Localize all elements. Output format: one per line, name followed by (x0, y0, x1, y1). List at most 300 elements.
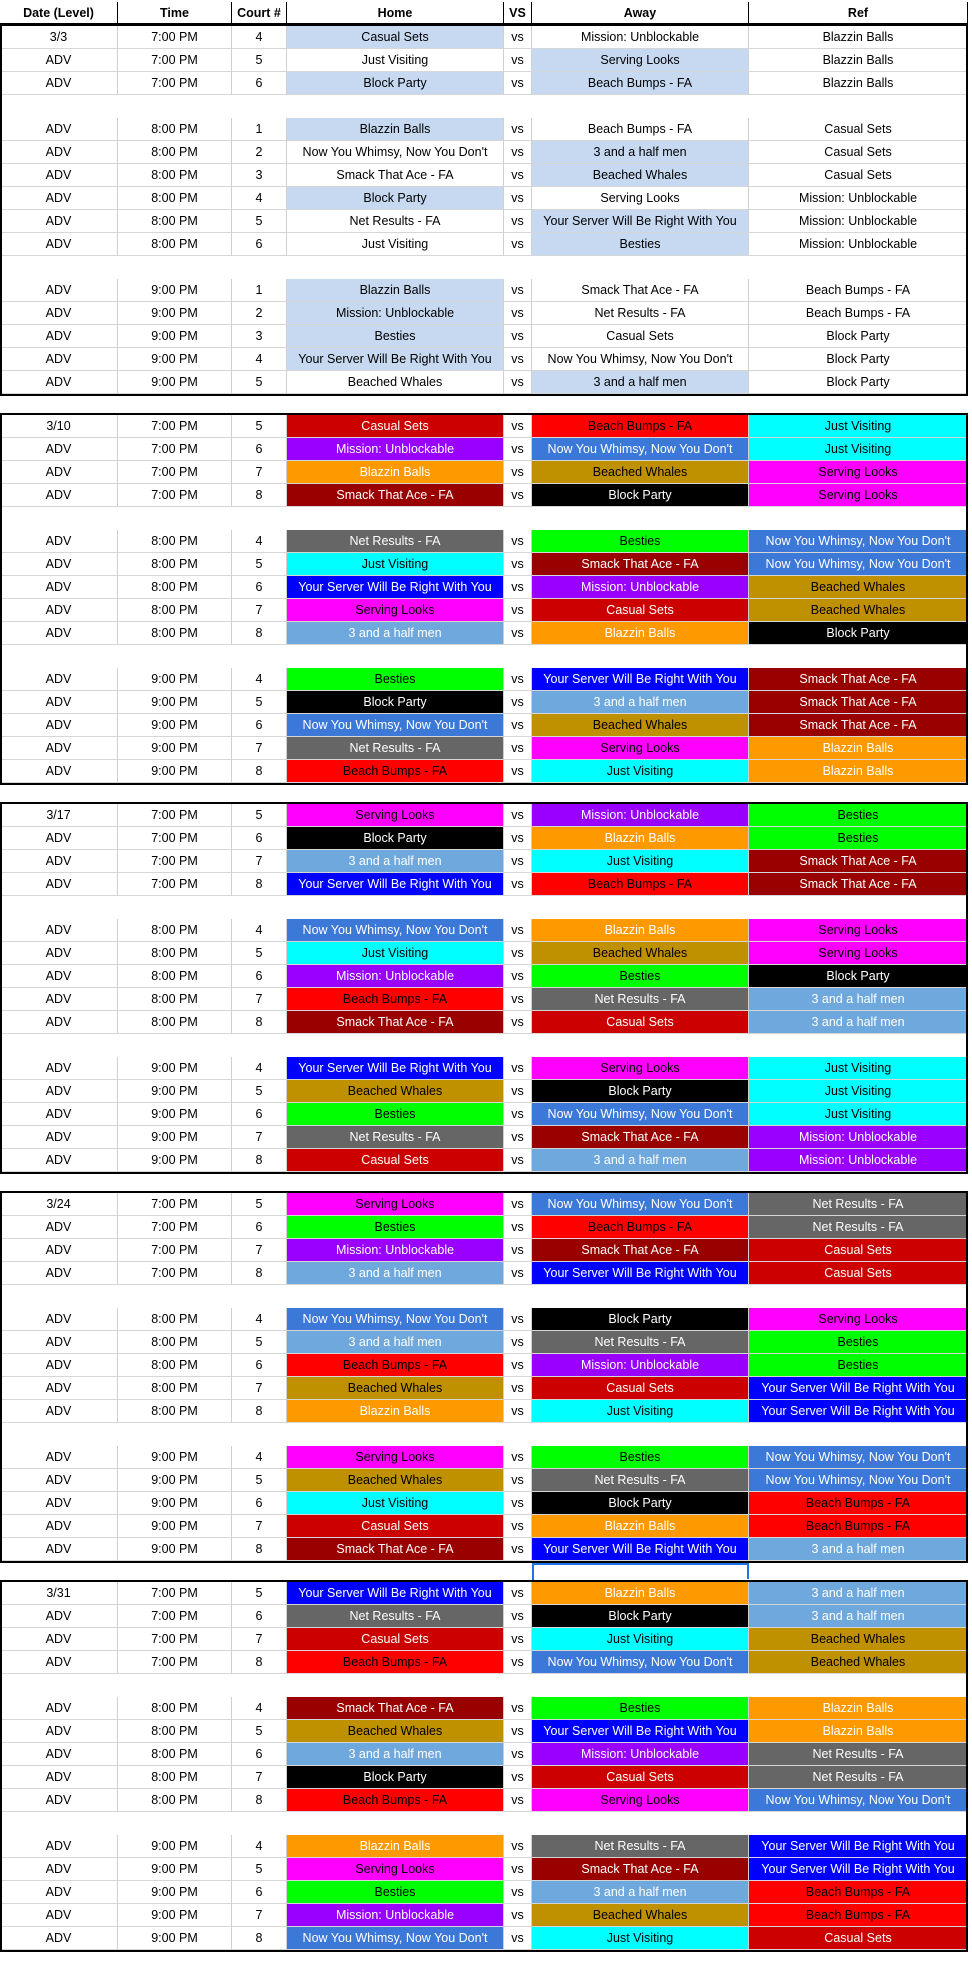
home-cell[interactable]: Beach Bumps - FA (287, 988, 504, 1011)
vs-cell[interactable]: vs (504, 1262, 532, 1285)
home-cell[interactable]: Beach Bumps - FA (287, 1651, 504, 1674)
home-cell[interactable]: Blazzin Balls (287, 118, 504, 141)
vs-cell[interactable]: vs (504, 1858, 532, 1881)
home-cell[interactable]: Besties (287, 1103, 504, 1126)
vs-cell[interactable]: vs (504, 1697, 532, 1720)
away-cell[interactable]: Serving Looks (532, 737, 749, 760)
ref-cell[interactable]: Casual Sets (749, 1262, 968, 1285)
ref-cell[interactable]: 3 and a half men (749, 1605, 968, 1628)
ref-cell[interactable]: Just Visiting (749, 1057, 968, 1080)
home-cell[interactable]: Now You Whimsy, Now You Don't (287, 141, 504, 164)
date-cell[interactable]: ADV (0, 1789, 118, 1812)
date-cell[interactable]: ADV (0, 622, 118, 645)
vs-cell[interactable]: vs (504, 1720, 532, 1743)
home-cell[interactable]: Block Party (287, 187, 504, 210)
home-cell[interactable]: Your Server Will Be Right With You (287, 1057, 504, 1080)
away-cell[interactable]: Blazzin Balls (532, 827, 749, 850)
away-cell[interactable]: Serving Looks (532, 1057, 749, 1080)
vs-cell[interactable]: vs (504, 1011, 532, 1034)
away-cell[interactable]: Besties (532, 965, 749, 988)
date-cell[interactable]: 3/3 (0, 26, 118, 49)
home-cell[interactable]: Beach Bumps - FA (287, 1354, 504, 1377)
home-cell[interactable]: Beached Whales (287, 1720, 504, 1743)
court-cell[interactable]: 5 (232, 1858, 287, 1881)
ref-cell[interactable]: Serving Looks (749, 484, 968, 507)
ref-cell[interactable]: Beached Whales (749, 1651, 968, 1674)
time-cell[interactable]: 7:00 PM (118, 461, 232, 484)
time-cell[interactable]: 9:00 PM (118, 714, 232, 737)
vs-cell[interactable]: vs (504, 668, 532, 691)
away-cell[interactable]: Net Results - FA (532, 1835, 749, 1858)
date-cell[interactable]: ADV (0, 1538, 118, 1561)
ref-cell[interactable]: Beach Bumps - FA (749, 1881, 968, 1904)
vs-cell[interactable]: VS (504, 2, 532, 25)
ref-cell[interactable]: Net Results - FA (749, 1193, 968, 1216)
away-cell[interactable]: Smack That Ace - FA (532, 1239, 749, 1262)
date-cell[interactable]: ADV (0, 438, 118, 461)
court-cell[interactable]: Court # (232, 2, 287, 25)
date-cell[interactable]: ADV (0, 1308, 118, 1331)
vs-cell[interactable]: vs (504, 187, 532, 210)
home-cell[interactable]: 3 and a half men (287, 1262, 504, 1285)
home-cell[interactable]: Smack That Ace - FA (287, 484, 504, 507)
away-cell[interactable]: Your Server Will Be Right With You (532, 1720, 749, 1743)
home-cell[interactable]: Blazzin Balls (287, 279, 504, 302)
home-cell[interactable]: Just Visiting (287, 942, 504, 965)
date-cell[interactable]: ADV (0, 1628, 118, 1651)
time-cell[interactable]: 8:00 PM (118, 1697, 232, 1720)
date-cell[interactable]: 3/31 (0, 1582, 118, 1605)
home-cell[interactable]: Now You Whimsy, Now You Don't (287, 714, 504, 737)
ref-cell[interactable]: Serving Looks (749, 461, 968, 484)
vs-cell[interactable]: vs (504, 1239, 532, 1262)
time-cell[interactable]: 8:00 PM (118, 210, 232, 233)
away-cell[interactable]: Smack That Ace - FA (532, 279, 749, 302)
home-cell[interactable]: Your Server Will Be Right With You (287, 348, 504, 371)
court-cell[interactable]: 6 (232, 438, 287, 461)
court-cell[interactable]: 5 (232, 415, 287, 438)
away-cell[interactable]: Your Server Will Be Right With You (532, 668, 749, 691)
home-cell[interactable]: Blazzin Balls (287, 1835, 504, 1858)
court-cell[interactable]: 6 (232, 965, 287, 988)
ref-cell[interactable]: Casual Sets (749, 141, 968, 164)
time-cell[interactable]: 9:00 PM (118, 1515, 232, 1538)
ref-cell[interactable]: Now You Whimsy, Now You Don't (749, 1789, 968, 1812)
ref-cell[interactable]: Beach Bumps - FA (749, 279, 968, 302)
court-cell[interactable]: 3 (232, 325, 287, 348)
time-cell[interactable]: 7:00 PM (118, 1216, 232, 1239)
vs-cell[interactable]: vs (504, 1538, 532, 1561)
court-cell[interactable]: 6 (232, 827, 287, 850)
date-cell[interactable]: ADV (0, 1835, 118, 1858)
home-cell[interactable]: Block Party (287, 72, 504, 95)
home-cell[interactable]: Now You Whimsy, Now You Don't (287, 1927, 504, 1950)
home-cell[interactable]: 3 and a half men (287, 850, 504, 873)
ref-cell[interactable]: Beach Bumps - FA (749, 1515, 968, 1538)
away-cell[interactable]: Blazzin Balls (532, 622, 749, 645)
away-cell[interactable]: Casual Sets (532, 1766, 749, 1789)
date-cell[interactable]: ADV (0, 1239, 118, 1262)
away-cell[interactable]: Smack That Ace - FA (532, 553, 749, 576)
home-cell[interactable]: Mission: Unblockable (287, 302, 504, 325)
court-cell[interactable]: 4 (232, 1308, 287, 1331)
away-cell[interactable]: Block Party (532, 1080, 749, 1103)
ref-cell[interactable]: Blazzin Balls (749, 1697, 968, 1720)
court-cell[interactable]: 7 (232, 1515, 287, 1538)
time-cell[interactable]: 7:00 PM (118, 1193, 232, 1216)
ref-cell[interactable]: Smack That Ace - FA (749, 714, 968, 737)
date-cell[interactable]: ADV (0, 1469, 118, 1492)
court-cell[interactable]: 4 (232, 348, 287, 371)
away-cell[interactable]: Casual Sets (532, 1011, 749, 1034)
vs-cell[interactable]: vs (504, 1469, 532, 1492)
date-cell[interactable]: ADV (0, 187, 118, 210)
ref-cell[interactable]: 3 and a half men (749, 988, 968, 1011)
away-cell[interactable]: Now You Whimsy, Now You Don't (532, 1103, 749, 1126)
date-cell[interactable]: ADV (0, 599, 118, 622)
ref-cell[interactable]: Beached Whales (749, 599, 968, 622)
home-cell[interactable]: Besties (287, 1216, 504, 1239)
away-cell[interactable]: 3 and a half men (532, 691, 749, 714)
home-cell[interactable]: Just Visiting (287, 553, 504, 576)
vs-cell[interactable]: vs (504, 1628, 532, 1651)
away-cell[interactable]: Besties (532, 1446, 749, 1469)
away-cell[interactable]: Just Visiting (532, 1400, 749, 1423)
cell-selection-box[interactable] (532, 1563, 749, 1582)
away-cell[interactable]: Besties (532, 233, 749, 256)
home-cell[interactable]: Beach Bumps - FA (287, 760, 504, 783)
away-cell[interactable]: Casual Sets (532, 325, 749, 348)
court-cell[interactable]: 7 (232, 1628, 287, 1651)
home-cell[interactable]: Now You Whimsy, Now You Don't (287, 1308, 504, 1331)
vs-cell[interactable]: vs (504, 1492, 532, 1515)
time-cell[interactable]: 9:00 PM (118, 1126, 232, 1149)
court-cell[interactable]: 3 (232, 164, 287, 187)
time-cell[interactable]: 8:00 PM (118, 530, 232, 553)
court-cell[interactable]: 8 (232, 1538, 287, 1561)
date-cell[interactable]: ADV (0, 1216, 118, 1239)
vs-cell[interactable]: vs (504, 1904, 532, 1927)
court-cell[interactable]: 8 (232, 622, 287, 645)
ref-cell[interactable]: Serving Looks (749, 919, 968, 942)
court-cell[interactable]: 5 (232, 1080, 287, 1103)
vs-cell[interactable]: vs (504, 325, 532, 348)
ref-cell[interactable]: 3 and a half men (749, 1582, 968, 1605)
ref-cell[interactable]: Block Party (749, 622, 968, 645)
home-cell[interactable]: Casual Sets (287, 415, 504, 438)
date-cell[interactable]: ADV (0, 233, 118, 256)
ref-cell[interactable]: Beach Bumps - FA (749, 302, 968, 325)
time-cell[interactable]: 9:00 PM (118, 1835, 232, 1858)
ref-cell[interactable]: Mission: Unblockable (749, 210, 968, 233)
vs-cell[interactable]: vs (504, 804, 532, 827)
away-cell[interactable]: Block Party (532, 484, 749, 507)
ref-cell[interactable]: Just Visiting (749, 438, 968, 461)
home-cell[interactable]: Beached Whales (287, 1469, 504, 1492)
home-cell[interactable]: Beached Whales (287, 1080, 504, 1103)
home-cell[interactable]: Your Server Will Be Right With You (287, 576, 504, 599)
time-cell[interactable]: 8:00 PM (118, 1011, 232, 1034)
time-cell[interactable]: 8:00 PM (118, 1789, 232, 1812)
time-cell[interactable]: 7:00 PM (118, 49, 232, 72)
vs-cell[interactable]: vs (504, 1057, 532, 1080)
away-cell[interactable]: Beached Whales (532, 461, 749, 484)
court-cell[interactable]: 8 (232, 1651, 287, 1674)
court-cell[interactable]: 5 (232, 1720, 287, 1743)
away-cell[interactable]: Beach Bumps - FA (532, 72, 749, 95)
ref-cell[interactable]: Now You Whimsy, Now You Don't (749, 553, 968, 576)
court-cell[interactable]: 6 (232, 72, 287, 95)
date-cell[interactable]: ADV (0, 348, 118, 371)
court-cell[interactable]: 6 (232, 1492, 287, 1515)
time-cell[interactable]: 7:00 PM (118, 1651, 232, 1674)
away-cell[interactable]: Blazzin Balls (532, 919, 749, 942)
away-cell[interactable]: 3 and a half men (532, 371, 749, 394)
time-cell[interactable]: 7:00 PM (118, 1628, 232, 1651)
date-cell[interactable]: ADV (0, 141, 118, 164)
date-cell[interactable]: ADV (0, 965, 118, 988)
court-cell[interactable]: 7 (232, 1377, 287, 1400)
home-cell[interactable]: Net Results - FA (287, 1126, 504, 1149)
court-cell[interactable]: 7 (232, 988, 287, 1011)
home-cell[interactable]: Block Party (287, 827, 504, 850)
away-cell[interactable]: Beached Whales (532, 1904, 749, 1927)
vs-cell[interactable]: vs (504, 1789, 532, 1812)
away-cell[interactable]: Blazzin Balls (532, 1515, 749, 1538)
time-cell[interactable]: 8:00 PM (118, 1743, 232, 1766)
vs-cell[interactable]: vs (504, 461, 532, 484)
away-cell[interactable]: Block Party (532, 1605, 749, 1628)
home-cell[interactable]: Net Results - FA (287, 1605, 504, 1628)
home-cell[interactable]: Net Results - FA (287, 530, 504, 553)
court-cell[interactable]: 7 (232, 1766, 287, 1789)
ref-cell[interactable]: Besties (749, 804, 968, 827)
time-cell[interactable]: 9:00 PM (118, 325, 232, 348)
court-cell[interactable]: 8 (232, 484, 287, 507)
court-cell[interactable]: 4 (232, 26, 287, 49)
home-cell[interactable]: 3 and a half men (287, 622, 504, 645)
time-cell[interactable]: 7:00 PM (118, 804, 232, 827)
home-cell[interactable]: Smack That Ace - FA (287, 1538, 504, 1561)
time-cell[interactable]: 9:00 PM (118, 1057, 232, 1080)
time-cell[interactable]: 9:00 PM (118, 1881, 232, 1904)
away-cell[interactable]: Your Server Will Be Right With You (532, 210, 749, 233)
vs-cell[interactable]: vs (504, 1354, 532, 1377)
ref-cell[interactable]: Block Party (749, 965, 968, 988)
vs-cell[interactable]: vs (504, 1149, 532, 1172)
date-cell[interactable]: ADV (0, 1400, 118, 1423)
court-cell[interactable]: 6 (232, 233, 287, 256)
ref-cell[interactable]: Just Visiting (749, 1103, 968, 1126)
ref-cell[interactable]: Besties (749, 1354, 968, 1377)
vs-cell[interactable]: vs (504, 965, 532, 988)
ref-cell[interactable]: Your Server Will Be Right With You (749, 1400, 968, 1423)
court-cell[interactable]: 8 (232, 1789, 287, 1812)
time-cell[interactable]: 9:00 PM (118, 1103, 232, 1126)
vs-cell[interactable]: vs (504, 1080, 532, 1103)
away-cell[interactable]: Mission: Unblockable (532, 804, 749, 827)
time-cell[interactable]: 8:00 PM (118, 1720, 232, 1743)
time-cell[interactable]: 8:00 PM (118, 1766, 232, 1789)
home-cell[interactable]: Just Visiting (287, 233, 504, 256)
date-cell[interactable]: ADV (0, 850, 118, 873)
time-cell[interactable]: 7:00 PM (118, 1582, 232, 1605)
vs-cell[interactable]: vs (504, 1377, 532, 1400)
home-cell[interactable]: Besties (287, 668, 504, 691)
time-cell[interactable]: 9:00 PM (118, 1446, 232, 1469)
home-cell[interactable]: Your Server Will Be Right With You (287, 1582, 504, 1605)
ref-cell[interactable]: Beached Whales (749, 576, 968, 599)
court-cell[interactable]: 6 (232, 1103, 287, 1126)
time-cell[interactable]: 7:00 PM (118, 484, 232, 507)
date-cell[interactable]: ADV (0, 760, 118, 783)
date-cell[interactable]: ADV (0, 302, 118, 325)
date-cell[interactable]: ADV (0, 1605, 118, 1628)
date-cell[interactable]: ADV (0, 325, 118, 348)
vs-cell[interactable]: vs (504, 714, 532, 737)
ref-cell[interactable]: Blazzin Balls (749, 1720, 968, 1743)
date-cell[interactable]: ADV (0, 279, 118, 302)
court-cell[interactable]: 6 (232, 1216, 287, 1239)
time-cell[interactable]: 7:00 PM (118, 1262, 232, 1285)
home-cell[interactable]: Mission: Unblockable (287, 1904, 504, 1927)
vs-cell[interactable]: vs (504, 1515, 532, 1538)
ref-cell[interactable]: Blazzin Balls (749, 49, 968, 72)
home-cell[interactable]: Net Results - FA (287, 737, 504, 760)
vs-cell[interactable]: vs (504, 988, 532, 1011)
home-cell[interactable]: Block Party (287, 691, 504, 714)
vs-cell[interactable]: vs (504, 141, 532, 164)
date-cell[interactable]: ADV (0, 1904, 118, 1927)
ref-cell[interactable]: Block Party (749, 325, 968, 348)
away-cell[interactable]: Beach Bumps - FA (532, 1216, 749, 1239)
away-cell[interactable]: 3 and a half men (532, 1881, 749, 1904)
away-cell[interactable]: Net Results - FA (532, 302, 749, 325)
court-cell[interactable]: 7 (232, 1239, 287, 1262)
court-cell[interactable]: 5 (232, 49, 287, 72)
time-cell[interactable]: 9:00 PM (118, 1492, 232, 1515)
date-cell[interactable]: ADV (0, 164, 118, 187)
vs-cell[interactable]: vs (504, 1126, 532, 1149)
court-cell[interactable]: 5 (232, 942, 287, 965)
court-cell[interactable]: 8 (232, 1149, 287, 1172)
time-cell[interactable]: 9:00 PM (118, 1469, 232, 1492)
home-cell[interactable]: Now You Whimsy, Now You Don't (287, 919, 504, 942)
vs-cell[interactable]: vs (504, 233, 532, 256)
time-cell[interactable]: 8:00 PM (118, 1331, 232, 1354)
home-cell[interactable]: Blazzin Balls (287, 461, 504, 484)
time-cell[interactable]: 8:00 PM (118, 1377, 232, 1400)
home-cell[interactable]: Mission: Unblockable (287, 1239, 504, 1262)
time-cell[interactable]: 9:00 PM (118, 348, 232, 371)
away-cell[interactable]: Away (532, 2, 749, 25)
home-cell[interactable]: Smack That Ace - FA (287, 164, 504, 187)
court-cell[interactable]: 4 (232, 1057, 287, 1080)
vs-cell[interactable]: vs (504, 1446, 532, 1469)
home-cell[interactable]: Serving Looks (287, 804, 504, 827)
away-cell[interactable]: Just Visiting (532, 760, 749, 783)
date-cell[interactable]: ADV (0, 1057, 118, 1080)
vs-cell[interactable]: vs (504, 850, 532, 873)
home-cell[interactable]: Serving Looks (287, 1446, 504, 1469)
ref-cell[interactable]: Smack That Ace - FA (749, 668, 968, 691)
time-cell[interactable]: 8:00 PM (118, 553, 232, 576)
court-cell[interactable]: 4 (232, 919, 287, 942)
home-cell[interactable]: Serving Looks (287, 1858, 504, 1881)
away-cell[interactable]: Just Visiting (532, 850, 749, 873)
court-cell[interactable]: 5 (232, 1582, 287, 1605)
date-cell[interactable]: ADV (0, 1697, 118, 1720)
ref-cell[interactable]: Blazzin Balls (749, 760, 968, 783)
time-cell[interactable]: 8:00 PM (118, 965, 232, 988)
vs-cell[interactable]: vs (504, 1400, 532, 1423)
date-cell[interactable]: ADV (0, 1446, 118, 1469)
date-cell[interactable]: ADV (0, 827, 118, 850)
court-cell[interactable]: 7 (232, 1126, 287, 1149)
time-cell[interactable]: 8:00 PM (118, 233, 232, 256)
home-cell[interactable]: Casual Sets (287, 26, 504, 49)
home-cell[interactable]: Beached Whales (287, 1377, 504, 1400)
vs-cell[interactable]: vs (504, 737, 532, 760)
date-cell[interactable]: ADV (0, 371, 118, 394)
time-cell[interactable]: 8:00 PM (118, 187, 232, 210)
time-cell[interactable]: 8:00 PM (118, 919, 232, 942)
home-cell[interactable]: Your Server Will Be Right With You (287, 873, 504, 896)
time-cell[interactable]: 9:00 PM (118, 1149, 232, 1172)
date-cell[interactable]: ADV (0, 1080, 118, 1103)
away-cell[interactable]: Besties (532, 1697, 749, 1720)
away-cell[interactable]: Serving Looks (532, 187, 749, 210)
ref-cell[interactable]: Beach Bumps - FA (749, 1492, 968, 1515)
court-cell[interactable]: 8 (232, 1262, 287, 1285)
ref-cell[interactable]: Mission: Unblockable (749, 233, 968, 256)
ref-cell[interactable]: Block Party (749, 371, 968, 394)
away-cell[interactable]: Your Server Will Be Right With You (532, 1538, 749, 1561)
time-cell[interactable]: 8:00 PM (118, 576, 232, 599)
vs-cell[interactable]: vs (504, 1103, 532, 1126)
away-cell[interactable]: Mission: Unblockable (532, 1743, 749, 1766)
away-cell[interactable]: Net Results - FA (532, 1331, 749, 1354)
ref-cell[interactable]: Just Visiting (749, 415, 968, 438)
ref-cell[interactable]: Casual Sets (749, 1239, 968, 1262)
date-cell[interactable]: ADV (0, 1927, 118, 1950)
date-cell[interactable]: ADV (0, 1011, 118, 1034)
time-cell[interactable]: 7:00 PM (118, 415, 232, 438)
date-cell[interactable]: ADV (0, 668, 118, 691)
away-cell[interactable]: Beached Whales (532, 714, 749, 737)
home-cell[interactable]: Just Visiting (287, 49, 504, 72)
home-cell[interactable]: Block Party (287, 1766, 504, 1789)
time-cell[interactable]: 7:00 PM (118, 827, 232, 850)
court-cell[interactable]: 7 (232, 737, 287, 760)
date-cell[interactable]: ADV (0, 1103, 118, 1126)
time-cell[interactable]: 7:00 PM (118, 850, 232, 873)
vs-cell[interactable]: vs (504, 576, 532, 599)
vs-cell[interactable]: vs (504, 553, 532, 576)
vs-cell[interactable]: vs (504, 691, 532, 714)
ref-cell[interactable]: Blazzin Balls (749, 72, 968, 95)
date-cell[interactable]: ADV (0, 1492, 118, 1515)
vs-cell[interactable]: vs (504, 530, 532, 553)
ref-cell[interactable]: 3 and a half men (749, 1011, 968, 1034)
date-cell[interactable]: ADV (0, 919, 118, 942)
vs-cell[interactable]: vs (504, 49, 532, 72)
court-cell[interactable]: 7 (232, 850, 287, 873)
court-cell[interactable]: 5 (232, 1193, 287, 1216)
time-cell[interactable]: 8:00 PM (118, 988, 232, 1011)
away-cell[interactable]: Mission: Unblockable (532, 576, 749, 599)
vs-cell[interactable]: vs (504, 302, 532, 325)
